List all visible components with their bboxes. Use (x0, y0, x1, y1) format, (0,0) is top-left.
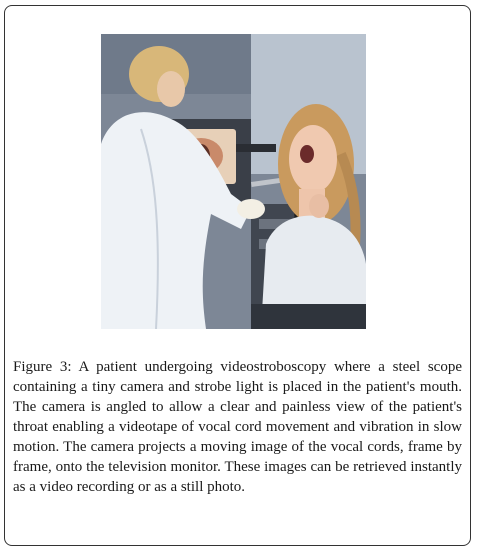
figure-panel (4, 5, 471, 546)
figure-caption (13, 357, 462, 497)
figure-caption-text: A patient undergoing videostroboscopy where a steel scope containing a tiny camera and strobe light is placed in the patient's mouth. The camera is angled to allow a clear and painless view of the patient's throat enabling a videotape of vocal cord movement and vibration in slow motion. The camera projects a moving image of the vocal cords, frame by frame, onto the television monitor. These images can be retrieved instantly as a video recording or as a still photo. (13, 359, 462, 495)
photo-videostroboscopy (101, 34, 366, 329)
figure-label: Figure 3: (13, 359, 72, 375)
photo-illustration (101, 34, 366, 329)
